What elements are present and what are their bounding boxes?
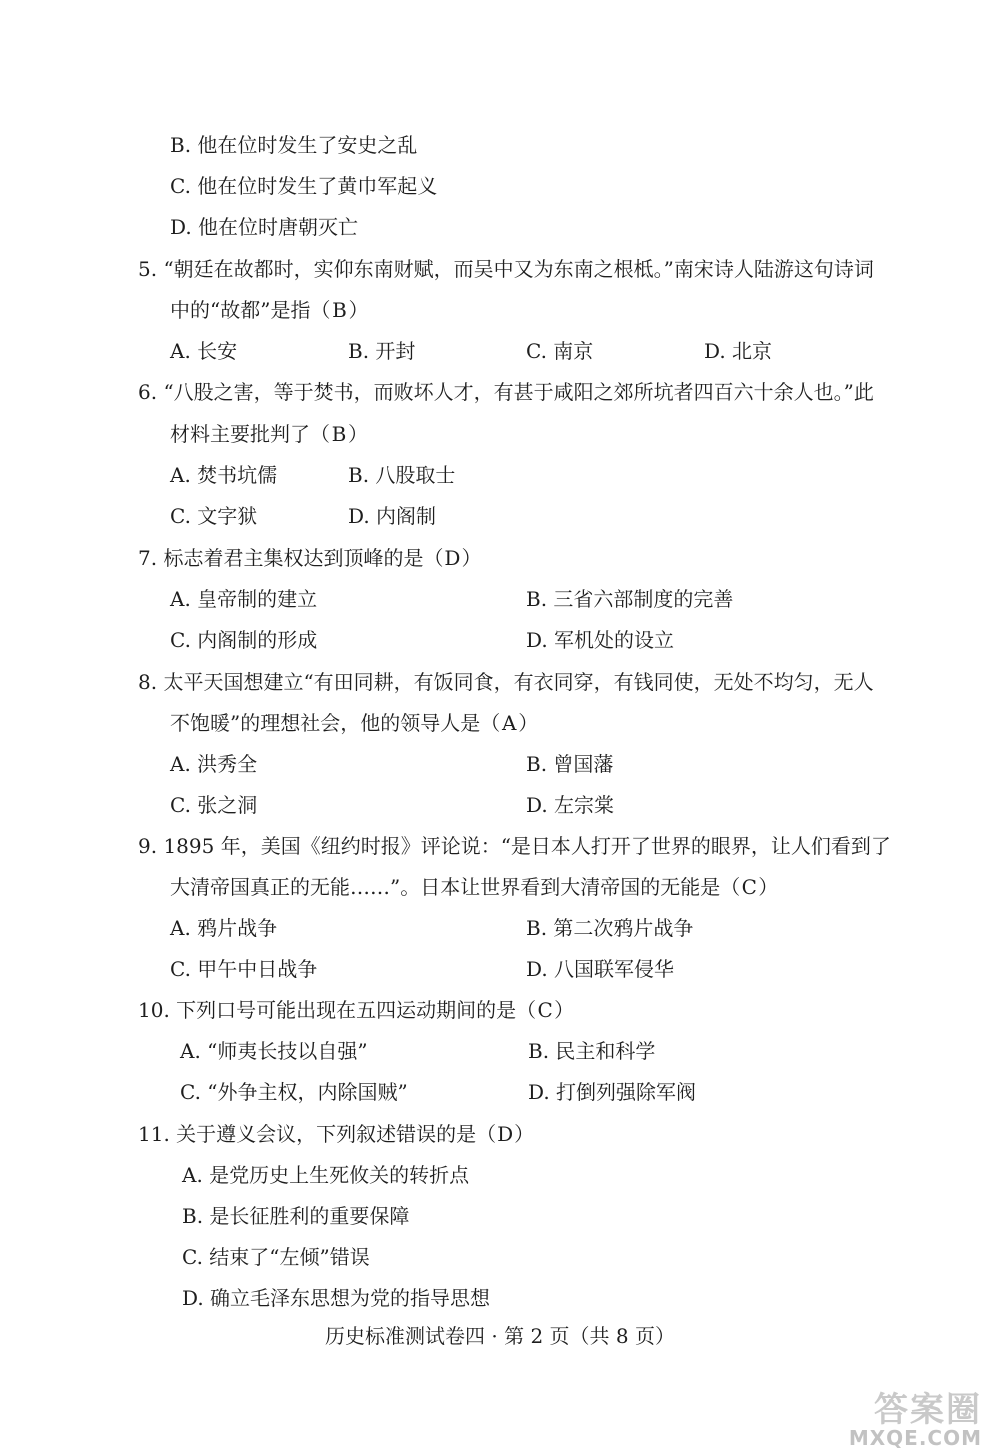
q6-option-c: C. 文字狱 [170,504,258,528]
q8-stem-prefix: 不饱暖”的理想社会，他的领导人是（ [170,711,501,735]
q9-answer: C [741,875,757,899]
q9-stem-line2 [170,873,778,901]
q6-option-a: A. 焚书坑儒 [170,463,278,487]
page-footer: 历史标准测试卷四 · 第 2 页（共 8 页） [325,1324,675,1348]
q7-option-d: D. 军机处的设立 [526,628,675,652]
q11-answer: D [497,1122,514,1146]
q9-option-a: A. 鸦片战争 [170,916,278,940]
q5-stem-suffix: ） [348,298,369,322]
watermark-logo-text: 答案圈 [874,1390,982,1430]
q6-option-b: B. 八股取士 [348,463,456,487]
q11-option-a: A. 是党历史上生死攸关的转折点 [182,1163,470,1187]
q6-answer: B [331,422,347,446]
watermark-url: MXQE.COM [848,1426,982,1450]
q8-stem-line2 [170,709,538,737]
q5-option-a: A. 长安 [170,339,238,363]
q5-answer: B [332,298,347,322]
q6-stem-line2 [170,420,368,448]
q8-stem-suffix: ） [518,711,539,735]
q5-option-d: D. 北京 [704,339,773,363]
q7-option-a: A. 皇帝制的建立 [170,587,318,611]
q5-stem-line1: 5. “朝廷在故都时，实仰东南财赋，而吴中又为东南之根柢。”南宋诗人陆游这句诗词 [138,257,874,281]
q11-stem-suffix: ） [514,1122,535,1146]
q9-stem-suffix: ） [758,875,779,899]
q4-option-d: D. 他在位时唐朝灭亡 [170,215,359,239]
q11-stem-line1 [138,1120,534,1148]
q7-option-b: B. 三省六部制度的完善 [526,587,734,611]
q4-option-c: C. 他在位时发生了黄巾军起义 [170,174,438,198]
q10-option-a: A. “师夷长技以自强” [180,1039,368,1063]
q8-option-c: C. 张之洞 [170,793,258,817]
q8-option-a: A. 洪秀全 [170,752,258,776]
q9-stem-line1: 9. 1895 年，美国《纽约时报》评论说：“是日本人打开了世界的眼界，让人们看到了 [138,834,891,858]
q9-stem-prefix: 大清帝国真正的无能……”。日本让世界看到大清帝国的无能是（ [170,875,741,899]
q10-stem-suffix: ） [554,998,575,1022]
q5-option-b: B. 开封 [348,339,416,363]
q7-answer: D [444,546,461,570]
q8-stem-line1: 8. 太平天国想建立“有田同耕，有饭同食，有衣同穿，有钱同使，无处不均匀，无人 [138,670,874,694]
q6-stem-suffix: ） [348,422,368,446]
q8-option-d: D. 左宗棠 [526,793,615,817]
q10-option-c: C. “外争主权，内除国贼” [180,1080,408,1104]
q11-option-c: C. 结束了“左倾”错误 [182,1245,370,1269]
q5-stem-prefix: 中的“故都”是指（ [170,298,331,322]
q10-option-d: D. 打倒列强除军阀 [528,1080,697,1104]
q6-option-d: D. 内阁制 [348,504,437,528]
q6-stem-prefix: 材料主要批判了（ [170,422,330,446]
watermark [802,1392,982,1448]
q11-stem-prefix: 11. 关于遵义会议，下列叙述错误的是（ [138,1122,497,1146]
q8-answer: A [502,711,517,735]
q10-option-b: B. 民主和科学 [528,1039,656,1063]
q9-option-b: B. 第二次鸦片战争 [526,916,694,940]
q7-stem-suffix: ） [461,546,482,570]
q11-option-d: D. 确立毛泽东思想为党的指导思想 [182,1286,491,1310]
q4-option-b: B. 他在位时发生了安史之乱 [170,133,418,157]
q6-stem-line1: 6. “八股之害，等于焚书，而败坏人才，有甚于咸阳之郊所坑者四百六十余人也。”此 [138,380,874,404]
q9-option-c: C. 甲午中日战争 [170,957,318,981]
q10-stem-line1 [138,996,574,1024]
q5-option-c: C. 南京 [526,339,594,363]
q7-option-c: C. 内阁制的形成 [170,628,318,652]
q10-stem-prefix: 10. 下列口号可能出现在五四运动期间的是（ [138,998,537,1022]
q7-stem-prefix: 7. 标志着君主集权达到顶峰的是（ [138,546,444,570]
q11-option-b: B. 是长征胜利的重要保障 [182,1204,410,1228]
q5-stem-line2 [170,296,368,324]
q7-stem-line1 [138,544,481,572]
q9-option-d: D. 八国联军侵华 [526,957,675,981]
q10-answer: C [537,998,553,1022]
q8-option-b: B. 曾国藩 [526,752,614,776]
